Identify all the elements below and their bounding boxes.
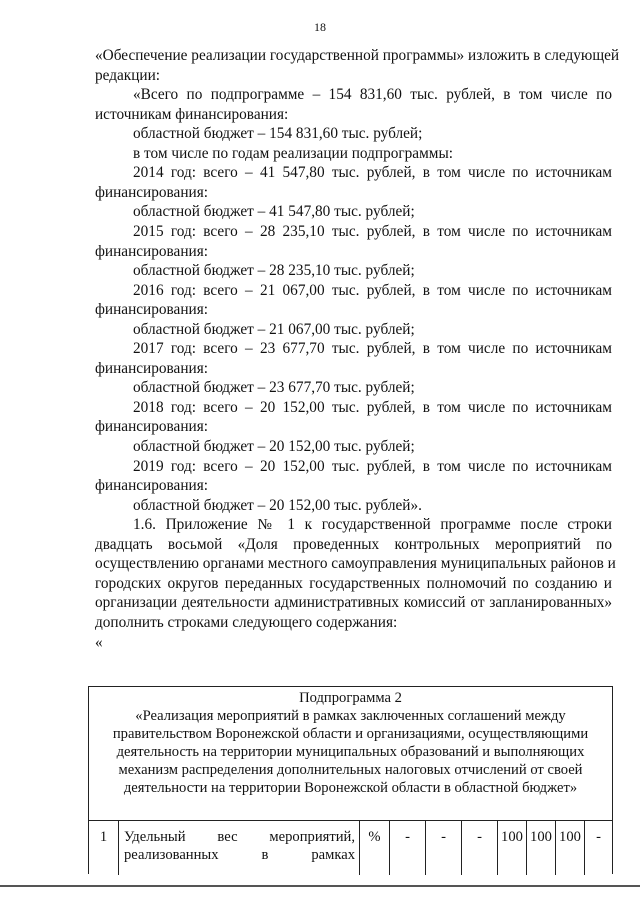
value-cell: - xyxy=(462,821,498,875)
body-line: « xyxy=(95,633,103,651)
subprogram-name-line: механизм распределения дополнительных налоговых отчислений от своей xyxy=(118,762,583,778)
subprogram-title: Подпрограмма 2 xyxy=(299,690,402,706)
unit-cell: % xyxy=(360,821,390,875)
value-cell: 100 xyxy=(527,821,556,875)
body-line: «Обеспечение реализации государственной программы» изложить в следующей xyxy=(95,47,620,64)
body-line: финансирования: xyxy=(95,418,209,436)
value-cell: - xyxy=(390,821,426,875)
value-cell: - xyxy=(426,821,462,875)
subprogram-name-line: деятельности на территории Воронежской области в областной бюджет» xyxy=(123,780,578,796)
body-line: «Всего по подпрограмме – 154 831,60 тыс. рублей, в том числе по xyxy=(133,86,612,104)
value-cell: 100 xyxy=(498,821,527,875)
body-line: 2014 год: всего – 41 547,80 тыс. рублей, в том числе по источникам xyxy=(133,164,612,182)
indicator-name-cell xyxy=(119,821,360,875)
value-cell: 100 xyxy=(556,821,585,875)
page-bottom-rule xyxy=(0,885,640,887)
body-line: областной бюджет – 20 152,00 тыс. рублей». xyxy=(133,496,422,514)
body-line: организации деятельности административных комиссий от запланированных» xyxy=(95,594,612,612)
body-line: 2016 год: всего – 21 067,00 тыс. рублей, в том числе по источникам xyxy=(133,281,612,299)
value-cell: - xyxy=(596,829,601,845)
body-line: дополнить строками следующего содержания: xyxy=(95,613,398,631)
body-line: 2018 год: всего – 20 152,00 тыс. рублей, в том числе по источникам xyxy=(133,398,612,416)
body-line: городских округов переданных государственных полномочий по созданию и xyxy=(95,574,612,592)
body-line: 2015 год: всего – 28 235,10 тыс. рублей, в том числе по источникам xyxy=(133,222,612,240)
body-line: областной бюджет – 28 235,10 тыс. рублей; xyxy=(133,262,415,280)
body-line: областной бюджет – 23 677,70 тыс. рублей; xyxy=(133,379,415,397)
body-line: 2017 год: всего – 23 677,70 тыс. рублей, в том числе по источникам xyxy=(133,340,612,358)
body-line: редакции: xyxy=(95,66,161,84)
body-line: финансирования: xyxy=(95,477,209,495)
body-line: 1.6. Приложение № 1 к государственной программе после строки xyxy=(133,516,612,534)
body-line: областной бюджет – 21 067,00 тыс. рублей; xyxy=(133,320,415,338)
table-header xyxy=(89,687,612,821)
indicator-table xyxy=(88,686,613,874)
body-line: областной бюджет – 20 152,00 тыс. рублей; xyxy=(133,438,415,455)
body-line: финансирования: xyxy=(95,183,209,201)
subprogram-name-line: правительством Воронежской области и организациями, осуществляющими xyxy=(112,726,589,742)
subprogram-name-line: деятельность на территории муниципальных образований и выполняющих xyxy=(116,744,585,760)
body-line: в том числе по годам реализации подпрограммы: xyxy=(133,144,453,162)
body-line: финансирования: xyxy=(95,301,209,319)
row-number: 1 xyxy=(89,821,119,875)
body-line: осуществлению органами местного самоуправления муниципальных районов и xyxy=(95,555,616,573)
body-line: финансирования: xyxy=(95,242,209,260)
body-line: финансирования: xyxy=(95,359,209,377)
body-line: областной бюджет – 41 547,80 тыс. рублей; xyxy=(133,203,415,221)
body-line: областной бюджет – 154 831,60 тыс. рублей; xyxy=(133,125,423,143)
subprogram-name-line: «Реализация мероприятий в рамках заключенных соглашений между xyxy=(135,708,566,724)
indicator-name-line: Удельный вес мероприятий, xyxy=(124,829,355,845)
page-number: 18 xyxy=(314,20,326,34)
body-line: двадцать восьмой «Доля проведенных контрольных мероприятий по xyxy=(95,535,612,553)
table-row xyxy=(89,821,612,875)
indicator-name-line: реализованных в рамках xyxy=(124,847,355,863)
body-line: 2019 год: всего – 20 152,00 тыс. рублей, в том числе по источникам xyxy=(133,457,612,475)
body-line: источникам финансирования: xyxy=(95,105,289,123)
